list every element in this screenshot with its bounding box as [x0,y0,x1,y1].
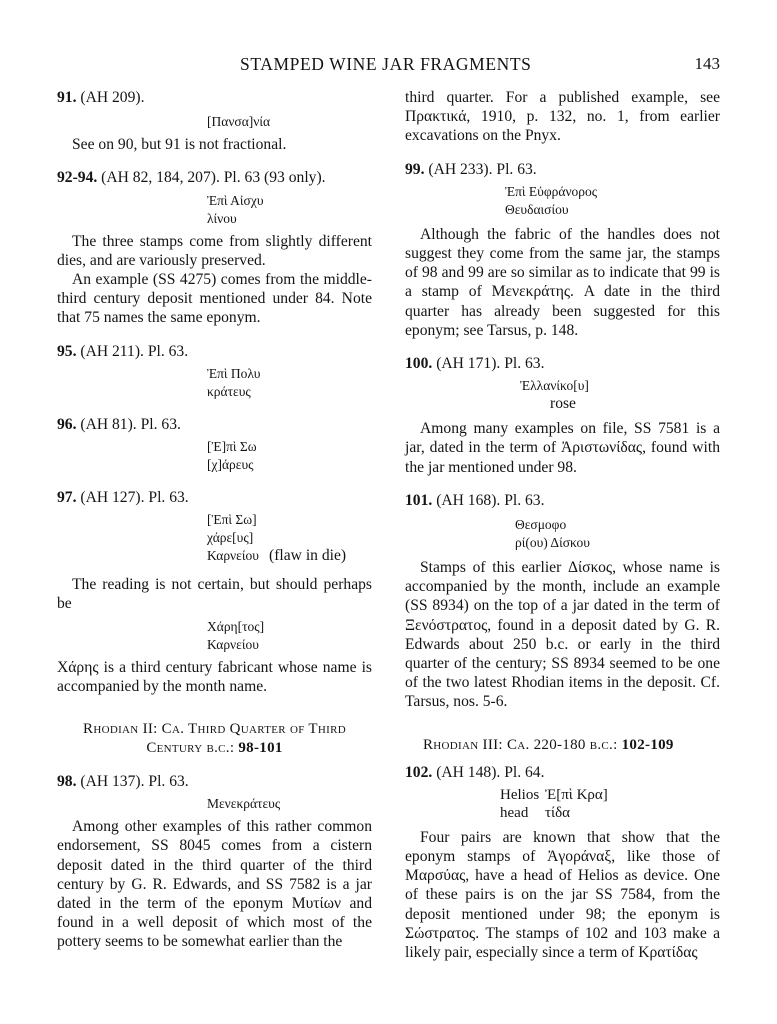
entry-99-stamp-line2: Θευδαισίου [505,201,569,217]
entry-101-heading: 101. (AH 168). Pl. 63. [405,491,545,509]
entry-99-heading: 99. (AH 233). Pl. 63. [405,160,537,178]
entry-98-heading: 98. (AH 137). Pl. 63. [57,773,189,791]
entry-97-stamp-line1: [Ἐπὶ Σω] [207,512,257,528]
section-heading-rhodian-ii-line2: Century b.c.: 98-101 [146,740,283,757]
entry-102-heading: 102. (AH 148). Pl. 64. [405,763,545,781]
entry-91-text: See on 90, but 91 is not fractional. [72,136,287,154]
entry-92-stamp-line2: λίνου [207,210,237,226]
entry-97-heading: 97. (AH 127). Pl. 63. [57,489,189,507]
entry-96-stamp-line2: [χ]άρευς [207,457,254,473]
entry-95-stamp-line1: Ἐπὶ Πολυ [207,365,261,381]
entry-98-paragraph-1: Among other examples of this rather common endorsement, SS 8045 comes from a cistern deposit dated in the third quarter of the third century by G. R. Edwards, and SS 7582 is a jar dated in the term of the eponym Μυτίων and found in a well deposit of which most of the pottery seems to be somewhat earlier than the [57,818,372,951]
entry-91-stamp: [Πανσα]νία [207,114,271,130]
running-head-title: STAMPED WINE JAR FRAGMENTS [240,54,532,74]
entry-100-stamp-line2: rose [550,395,576,413]
entry-99-paragraph-1: Although the fabric of the handles does not suggest they come from the same jar, the stamps of 98 and 99 are so similar as to indicate that 99 is a stamp of Μενεκράτης. A date in the third quarter has already been suggested for this eponym; see Tarsus, p. 148. [405,225,720,339]
entry-101-stamp-line2: ρί(ου) Δίσκου [515,535,590,551]
entry-102-paragraph-1: Four pairs are known that show that the eponym stamps of Ἀγοράναξ, like those of Μαρσύας, have a head of Helios as device. One of these pairs is on the jar SS 7584, from the deposit mentioned under 98; the eponym is Σώστρατος. The stamps of 102 and 103 make a likely pair, especially since a term of Κρατίδας [405,828,720,962]
entry-97-stamp-line5: Καρνείου [207,636,259,652]
entry-95-heading: 95. (AH 211). Pl. 63. [57,342,189,360]
entry-92-94-heading: 92-94. (AH 82, 184, 207). Pl. 63 (93 only). [57,169,326,187]
running-head [0,54,777,78]
entry-97-stamp-line3: Καρνείου (flaw in die) [207,547,347,565]
left-column [57,88,372,952]
entry-100-stamp-line1: Ἐλλανίκο[υ] [520,378,589,394]
entry-92-paragraph-1: The three stamps come from slightly different dies, and are variously preserved. [57,232,372,269]
entry-102-stamp-line1: Helios Ἐ[πὶ Κρα] [500,786,608,803]
entry-100-heading: 100. (AH 171). Pl. 63. [405,355,545,373]
entry-97-paragraph-1: The reading is not certain, but should perhaps be [57,576,372,613]
entry-92-stamp-line1: Ἐπὶ Αἰσχυ [207,192,264,208]
entry-98-stamp: Μενεκράτευς [207,796,281,812]
entry-91-heading: 91. (AH 209). [57,89,145,106]
section-heading-rhodian-iii: Rhodian III: Ca. 220-180 b.c.: 102-109 [423,736,674,753]
entry-97-stamp-line2: χάρε[υς] [207,530,254,546]
page-number: 143 [694,54,720,73]
entry-101-paragraph-1: Stamps of this earlier Δίσκος, whose name is accompanied by the month, include an example (SS 8934) on the top of a jar dated in the term of Ξενόστρατος, found in a deposit dated by G. R. Edwards about 250 b.c. or early in the third quarter of the century; SS 8934 seemed to be one of the two latest Rhodian items in the deposit. Cf. Tarsus, nos. 5-6. [405,559,720,711]
entry-92-paragraph-2: An example (SS 4275) comes from the middle-third century deposit mentioned under 84. Note that 75 names the same eponym. [57,271,372,327]
entry-100-paragraph-1: Among many examples on file, SS 7581 is a jar, dated in the term of Ἀριστωνίδας, found with the jar mentioned under 98. [405,420,720,476]
entry-99-stamp-line1: Ἐπὶ Εὐφράνορος [505,183,598,199]
entry-97-paragraph-2: Χάρης is a third century fabricant whose name is accompanied by the month name. [57,658,372,695]
entry-96-stamp-line1: [Ἐ]πὶ Σω [207,439,257,455]
right-column [405,88,720,962]
entry-95-stamp-line2: κράτευς [207,383,251,399]
continued-paragraph: third quarter. For a published example, see Πρακτικά, 1910, p. 132, no. 1, from earlier excavations on the Pnyx. [405,89,720,145]
section-heading-rhodian-ii-line1: Rhodian II: Ca. Third Quarter of Third [83,721,346,738]
entry-97-stamp-line4: Χάρη[τος] [207,618,265,634]
entry-102-stamp-line2: head τίδα [500,804,570,821]
entry-96-heading: 96. (AH 81). Pl. 63. [57,415,181,433]
entry-101-stamp-line1: Θεσμοφο [515,517,567,533]
